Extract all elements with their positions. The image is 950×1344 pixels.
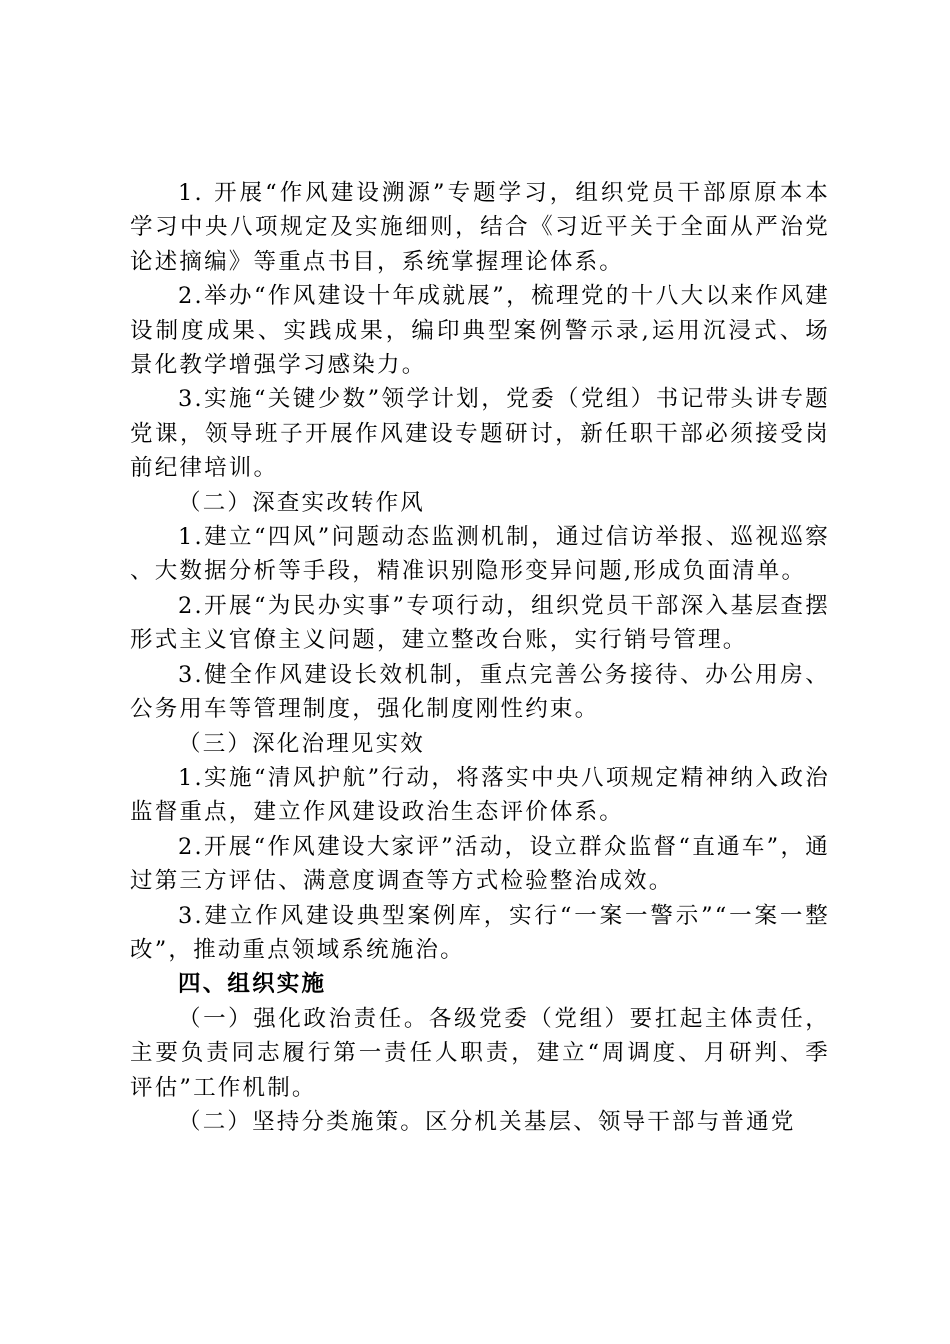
section-heading-3: （三）深化治理见实效 <box>178 730 426 757</box>
chapter-heading-4: 四、组织实施 <box>178 971 327 998</box>
paragraph-classification <box>130 1105 830 1139</box>
paragraph-text: 各级党委（党组）要扛起主体责任，主要负责同志履行第一责任人职责，建立“周调度、月研判、季评估”工作机制。 <box>130 1005 830 1101</box>
paragraph-text: 区分机关基层、领导干部与普通党 <box>425 1108 796 1135</box>
paragraph-lead: （一）强化政治责任。 <box>178 1005 429 1032</box>
paragraph-rectify-1: 1.建立“四风”问题动态监测机制，通过信访举报、巡视巡察、大数据分析等手段，精准识别隐形变异问题,形成负面清单。 <box>130 524 830 585</box>
paragraph-study-1: 1. 开展“作风建设溯源”专题学习，组织党员干部原原本本学习中央八项规定及实施细则，结合《习近平关于全面从严治党论述摘编》等重点书目，系统掌握理论体系。 <box>130 180 830 275</box>
section-heading-2: （二）深查实改转作风 <box>178 489 426 516</box>
paragraph-governance-2: 2.开展“作风建设大家评”活动，设立群众监督“直通车”，通过第三方评估、满意度调查等方式检验整治成效。 <box>130 833 830 895</box>
paragraph-lead: （二）坚持分类施策。 <box>178 1108 426 1135</box>
paragraph-responsibility <box>130 1002 830 1105</box>
paragraph-study-2: 2.举办“作风建设十年成就展”，梳理党的十八大以来作风建设制度成果、实践成果，编印典型案例警示录,运用沉浸式、场景化教学增强学习感染力。 <box>130 283 830 379</box>
paragraph-study-3: 3.实施“关键少数”领学计划，党委（党组）书记带头讲专题党课，领导班子开展作风建设专题研讨，新任职干部必须接受岗前纪律培训。 <box>130 386 830 482</box>
document-body <box>130 176 830 1139</box>
paragraph-governance-1: 1.实施“清风护航”行动，将落实中央八项规定精神纳入政治监督重点，建立作风建设政治生态评价体系。 <box>130 764 830 826</box>
paragraph-rectify-2: 2.开展“为民办实事”专项行动，组织党员干部深入基层查摆形式主义官僚主义问题，建立整改台账，实行销号管理。 <box>130 592 830 654</box>
paragraph-rectify-3: 3.健全作风建设长效机制，重点完善公务接待、办公用房、公务用车等管理制度，强化制度刚性约束。 <box>130 661 830 723</box>
paragraph-governance-3: 3.建立作风建设典型案例库，实行“一案一警示”“一案一整改”，推动重点领域系统施治。 <box>130 902 830 963</box>
